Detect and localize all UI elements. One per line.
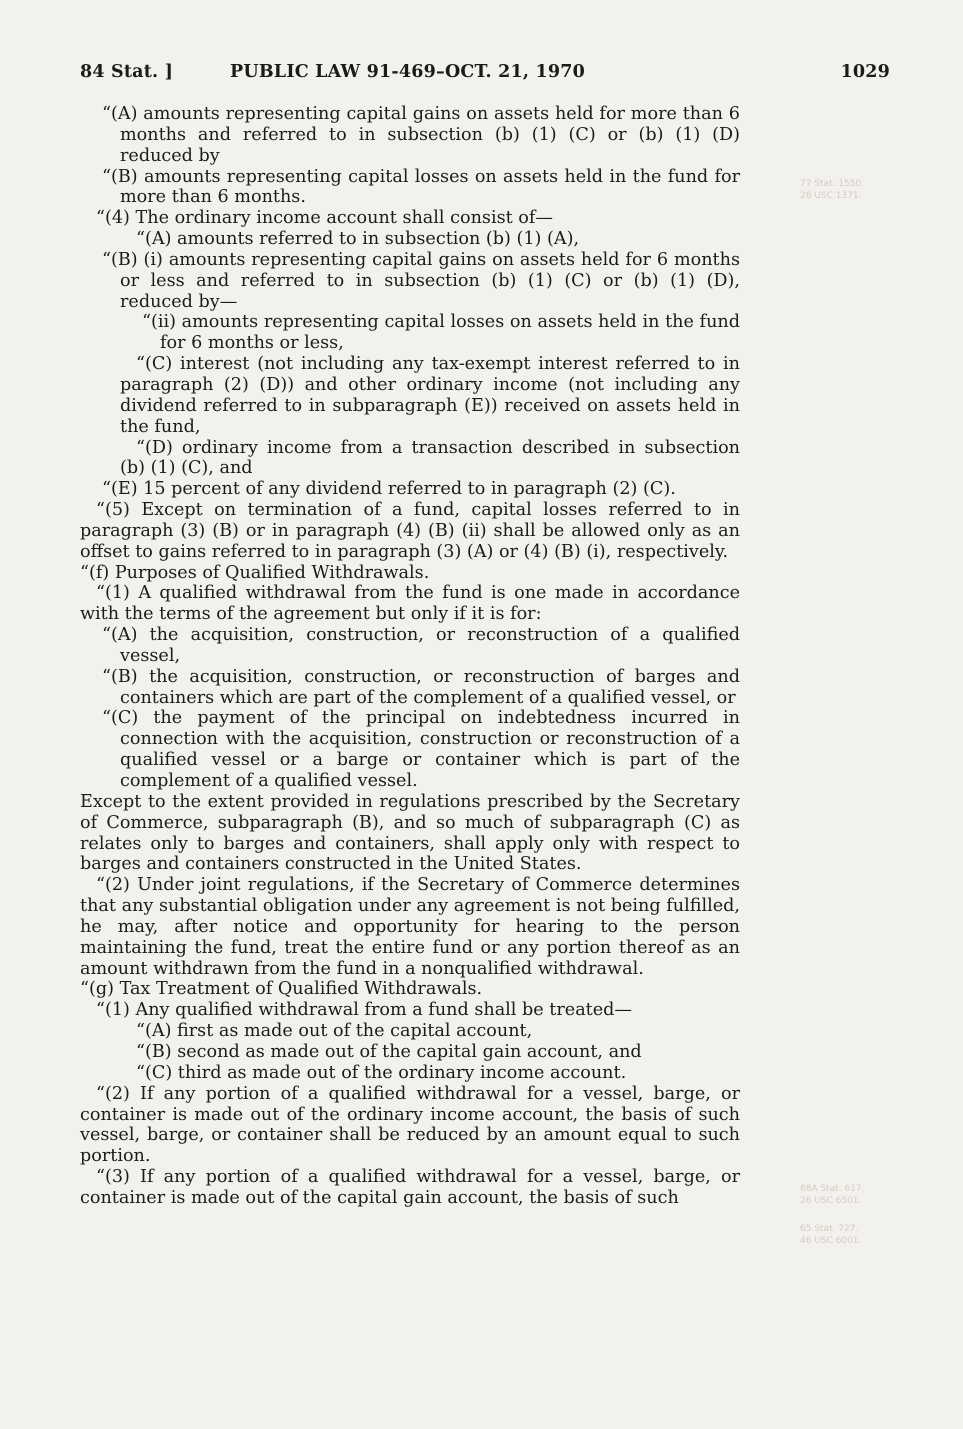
paragraph: “(A) amounts representing capital gains on assets held for more than 6 months and referred to in subsection (b) (1) (C) or (b) (1) (D) reduced by <box>102 104 740 166</box>
paragraph: “(B) (i) amounts representing capital gains on assets held for 6 months or less and referred to in subsection (b) (1) (C) or (b) (1) (D), reduced by— <box>102 249 740 312</box>
paragraph: “(B) second as made out of the capital gain account, and <box>136 1041 642 1062</box>
paragraph: “(D) ordinary income from a transaction described in subsection (b) (1) (C), and <box>120 437 740 479</box>
paragraph: “(C) interest (not including any tax-exempt interest referred to in paragraph (2) (D)) and other ordinary income (not including any dividend referred to in subparagraph (E)) received on assets held in the fund, <box>120 354 740 437</box>
paragraph: “(E) 15 percent of any dividend referred to in paragraph (2) (C). <box>102 479 676 500</box>
paragraph: “(1) A qualified withdrawal from the fund is one made in accordance with the terms of the agreement but only if it is for: <box>80 583 740 625</box>
paragraph: “(1) Any qualified withdrawal from a fund shall be treated— <box>96 1000 633 1021</box>
paragraph: “(B) amounts representing capital losses on assets held in the fund for more than 6 months. <box>102 166 740 208</box>
page-header <box>80 62 890 88</box>
paragraph: “(C) third as made out of the ordinary income account. <box>136 1062 627 1083</box>
body-text <box>80 104 740 1209</box>
margin-note-top: 77 Stat. 1550. 26 USC 1371. <box>800 179 865 201</box>
paragraph: “(ii) amounts representing capital losses on assets held in the fund for 6 months or less, <box>142 312 740 354</box>
law-title: PUBLIC LAW 91-469–OCT. 21, 1970 <box>230 62 585 82</box>
paragraph: “(C) the payment of the principal on indebtedness incurred in connection with the acquisition, construction or reconstruction of a qualified vessel or a barge or container which is part of the complement of a qualified vessel. <box>102 708 740 791</box>
section-heading: “(f) Purposes of Qualified Withdrawals. <box>80 562 430 583</box>
paragraph: “(A) amounts referred to in subsection (b) (1) (A), <box>136 229 580 250</box>
margin-note-bottom-2: 65 Stat. 727. 46 USC 6001. <box>800 1224 862 1246</box>
section-heading: “(g) Tax Treatment of Qualified Withdrawals. <box>80 979 483 1000</box>
paragraph: “(2) If any portion of a qualified withdrawal for a vessel, barge, or container is made out of the ordinary income account, the basis of such vessel, barge, or container shall be reduced by an amount equal to such portion. <box>80 1083 740 1167</box>
statute-reference: 84 Stat. ] <box>80 62 174 82</box>
paragraph: “(A) first as made out of the capital account, <box>136 1021 533 1042</box>
margin-note-bottom-1: 68A Stat. 617. 26 USC 6501. <box>800 1184 865 1206</box>
paragraph: “(4) The ordinary income account shall consist of— <box>96 208 553 229</box>
paragraph: “(B) the acquisition, construction, or reconstruction of barges and containers which are part of the complement of a qualified vessel, or <box>102 666 740 708</box>
paragraph: “(3) If any portion of a qualified withdrawal for a vessel, barge, or container is made out of the capital gain account, the basis of such <box>80 1167 740 1208</box>
paragraph: “(2) Under joint regulations, if the Secretary of Commerce determines that any substantial obligation under any agreement is not being fulfilled, he may, after notice and opportunity for hearing to the person maintaining the fund, treat the entire fund or any portion thereof as an amount withdrawn from the fund in a nonqualified withdrawal. <box>80 875 740 979</box>
paragraph: “(A) the acquisition, construction, or reconstruction of a qualified vessel, <box>102 625 740 666</box>
paragraph: Except to the extent provided in regulations prescribed by the Secretary of Commerce, subparagraph (B), and so much of subparagraph (C) as relates only to barges and containers, shall apply only with respect to barges and containers constructed in the United States. <box>80 791 740 875</box>
paragraph: “(5) Except on termination of a fund, capital losses referred to in paragraph (3) (B) or in paragraph (4) (B) (ii) shall be allowed only as an offset to gains referred to in paragraph (3) (A) or (4) (B) (i), respectively. <box>80 500 740 562</box>
page-number: 1029 <box>840 62 890 82</box>
